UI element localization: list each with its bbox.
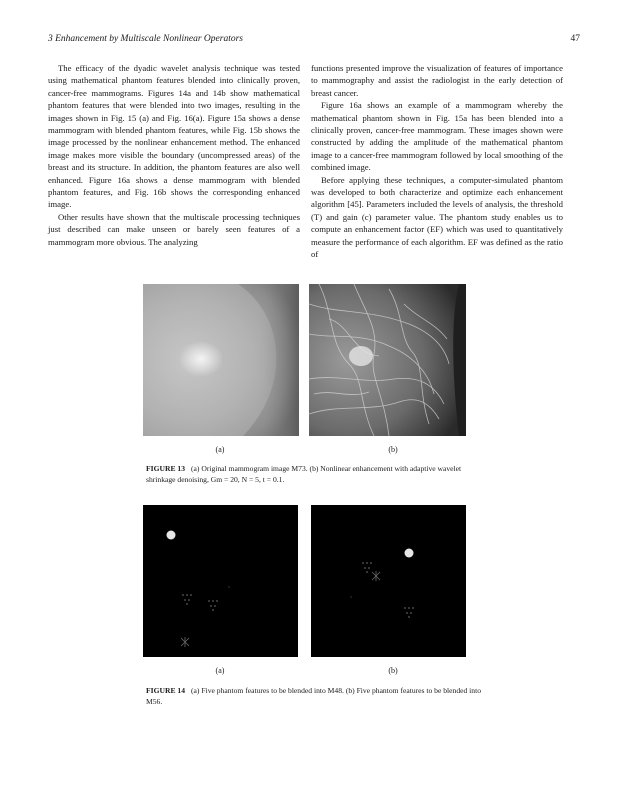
phantom-features-a-graphic [143,505,298,657]
running-header [48,34,580,48]
figure14-caption-text: (a) Five phantom features to be blended into M48. (b) Five phantom features to be blended into M56. [146,686,481,706]
paragraph: functions presented improve the visualization of features of importance to mammography and assist the radiologist in the early detection of breast cancer. [311,63,563,98]
page-number: 47 [570,34,580,44]
paragraph: Figure 16a shows an example of a mammogram whereby the mathematical phantom shown in Fig. 15a has been blended into a clinically proven, cancer-free mammogram. These images shown were constructed by adding the amplitude of the mathematical phantom image to a cancer-free mammogram followed by local smoothing of the combined image. [311,100,563,173]
figure13-image-b-enhanced-mammogram [309,284,466,436]
figure13-caption-text: (a) Original mammogram image M73. (b) Nonlinear enhancement with adaptive wavelet shrinkage denoising, Gm = 20, N = 5, t = 0.1. [146,464,462,484]
figure14-sublabel-b: (b) [388,666,398,675]
figure13-number: FIGURE 13 [146,464,186,473]
text-column-left [48,62,300,248]
figure14-image-b-phantom-features [311,505,466,657]
running-title: 3 Enhancement by Multiscale Nonlinear Operators [48,34,243,44]
mammogram-original-graphic [143,284,299,436]
figure14-sublabel-a: (a) [215,666,225,675]
text-column-right [311,62,563,261]
figure14-image-a-phantom-features [143,505,298,657]
figure13-sublabel-a: (a) [215,445,225,454]
figure13-image-a-original-mammogram [143,284,299,436]
figure14-caption [146,685,486,707]
figure13-caption [146,463,486,485]
paragraph: The efficacy of the dyadic wavelet analysis technique was tested using mathematical phantom features blended into clinically proven, cancer-free mammograms. Figures 14a and 14b show mathematical phantom features that were blended into two images, resulting in the images shown in Fig. 15 (a) and Fig. 16(a). Figure 15a shows a dense mammogram with blended phantom features, while Fig. 15b shows the image processed by the nonlinear enhancement method. The enhanced image makes more visible the boundary (uncompressed areas) of the breast and its structure. In addition, the phantom features are also well enhanced. Figure 16a shows a dense mammogram with blended phantom features, and Fig. 16b shows the corresponding enhanced image. [48,63,300,210]
figure13-sublabel-b: (b) [388,445,398,454]
paragraph: Before applying these techniques, a computer-simulated phantom was developed to both characterize and optimize each enhancement algorithm [45]. Parameters included the levels of analysis, the threshold (T) and gain (c) parameter value. The phantom study enables us to compute an enhancement factor (EF) which was used to quantitatively measure the performance of each algorithm. EF was defined as the ratio of [311,174,563,260]
phantom-features-b-graphic [311,505,466,657]
paragraph: Other results have shown that the multiscale processing techniques just described can make unseen or barely seen features of a mammogram more obvious. The analyzing [48,211,300,247]
mammogram-enhanced-graphic [309,284,466,436]
figure14-number: FIGURE 14 [146,686,186,695]
